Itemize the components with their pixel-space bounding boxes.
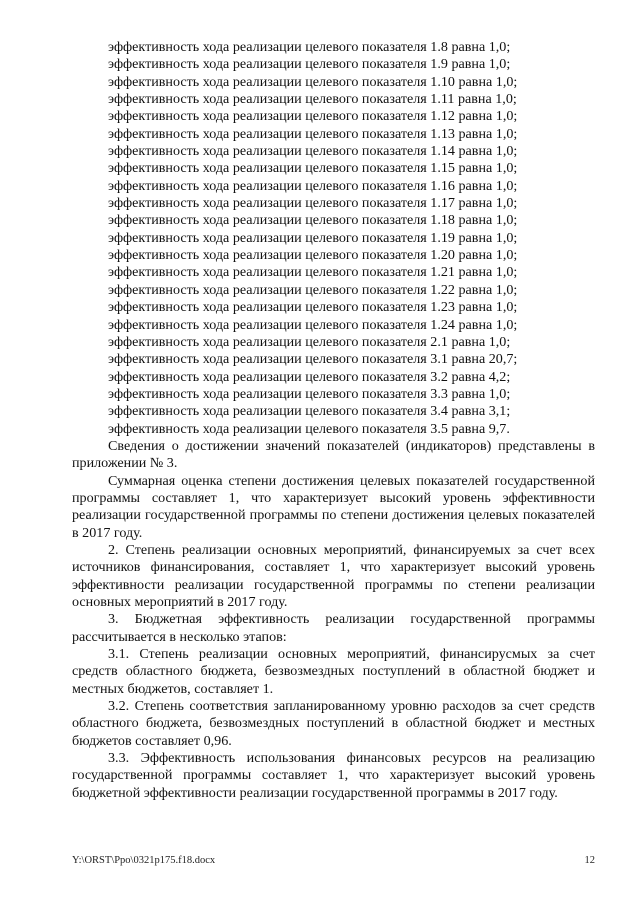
indicator-line: эффективность хода реализации целевого показателя 1.22 равна 1,0; xyxy=(108,281,518,298)
indicator-line: эффективность хода реализации целевого показателя 1.18 равна 1,0; xyxy=(108,212,518,229)
paragraph-indicators-info: Сведения о достижении значений показателей (индикаторов) представлены в приложении № 3. xyxy=(72,437,595,472)
document-body xyxy=(72,39,595,802)
paragraph-summary-assessment: Суммарная оценка степени достижения целевых показателей государственной программы составляет 1, что характеризует высокий уровень эффективности реализации государственной программы по степени достижения целевых показателей в 2017 году. xyxy=(72,472,595,541)
indicator-line: эффективность хода реализации целевого показателя 1.8 равна 1,0; xyxy=(108,39,511,55)
paragraph-budget-stage-1: 3.1. Степень реализации основных мероприятий, финансирусмых за счет средств областного бюджета, безвозмездных поступлений в областной бюджет и местных бюджетов, составляет 1. xyxy=(72,646,595,697)
indicator-line: эффективность хода реализации целевого показателя 1.17 равна 1,0; xyxy=(108,195,518,212)
paragraph-activities-implementation: 2. Степень реализации основных мероприятий, финансируемых за счет всех источников финансирования, составляет 1, что характеризует высокий уровень эффективности реализации государственной программы по степени реализации основных мероприятий в 2017 году. xyxy=(72,541,595,610)
file-path: Y:\ORST\Ppo\0321p175.f18.docx xyxy=(72,855,216,866)
indicator-line: эффективность хода реализации целевого показателя 3.5 равна 9,7. xyxy=(108,420,510,437)
page-number: 12 xyxy=(584,855,595,866)
indicator-line: эффективность хода реализации целевого показателя 1.23 равна 1,0; xyxy=(108,299,518,316)
indicator-line: эффективность хода реализации целевого показателя 3.3 равна 1,0; xyxy=(108,385,511,402)
indicator-line: эффективность хода реализации целевого показателя 1.20 равна 1,0; xyxy=(108,247,518,264)
indicator-line: эффективность хода реализации целевого показателя 1.19 равна 1,0; xyxy=(108,229,518,246)
indicator-line: эффективность хода реализации целевого показателя 1.14 равна 1,0; xyxy=(108,143,518,160)
paragraph-budget-stage-3: 3.3. Эффективность использования финансовых ресурсов на реализацию государственной программы составляет 1, что характеризует высокий уровень бюджетной эффективности реализации государственной программы в 2017 году. xyxy=(72,750,595,801)
paragraph-budget-stage-2: 3.2. Степень соответствия запланированному уровню расходов за счет средств областного бюджета, безвозмездных поступлений в областной бюджет и местных бюджетов составляет 0,96. xyxy=(72,698,595,749)
indicator-line: эффективность хода реализации целевого показателя 3.1 равна 20,7; xyxy=(108,351,518,368)
indicator-line: эффективность хода реализации целевого показателя 2.1 равна 1,0; xyxy=(108,333,511,350)
indicator-line: эффективность хода реализации целевого показателя 1.11 равна 1,0; xyxy=(108,91,517,108)
indicator-line: эффективность хода реализации целевого показателя 1.24 равна 1,0; xyxy=(108,316,518,333)
indicator-line: эффективность хода реализации целевого показателя 3.4 равна 3,1; xyxy=(108,403,511,420)
indicator-line: эффективность хода реализации целевого показателя 1.15 равна 1,0; xyxy=(108,160,518,177)
indicator-line: эффективность хода реализации целевого показателя 1.16 равна 1,0; xyxy=(108,177,518,194)
indicator-line: эффективность хода реализации целевого показателя 1.12 равна 1,0; xyxy=(108,108,518,125)
indicator-line: эффективность хода реализации целевого показателя 1.13 равна 1,0; xyxy=(108,125,518,142)
indicator-line: эффективность хода реализации целевого показателя 1.9 равна 1,0; xyxy=(108,56,511,73)
indicator-line: эффективность хода реализации целевого показателя 1.21 равна 1,0; xyxy=(108,264,518,281)
paragraph-budget-efficiency: 3. Бюджетная эффективность реализации государственной программы рассчитывается в несколько этапов: xyxy=(72,611,595,645)
indicator-line: эффективность хода реализации целевого показателя 3.2 равна 4,2; xyxy=(108,368,511,385)
indicator-line: эффективность хода реализации целевого показателя 1.10 равна 1,0; xyxy=(108,73,518,90)
